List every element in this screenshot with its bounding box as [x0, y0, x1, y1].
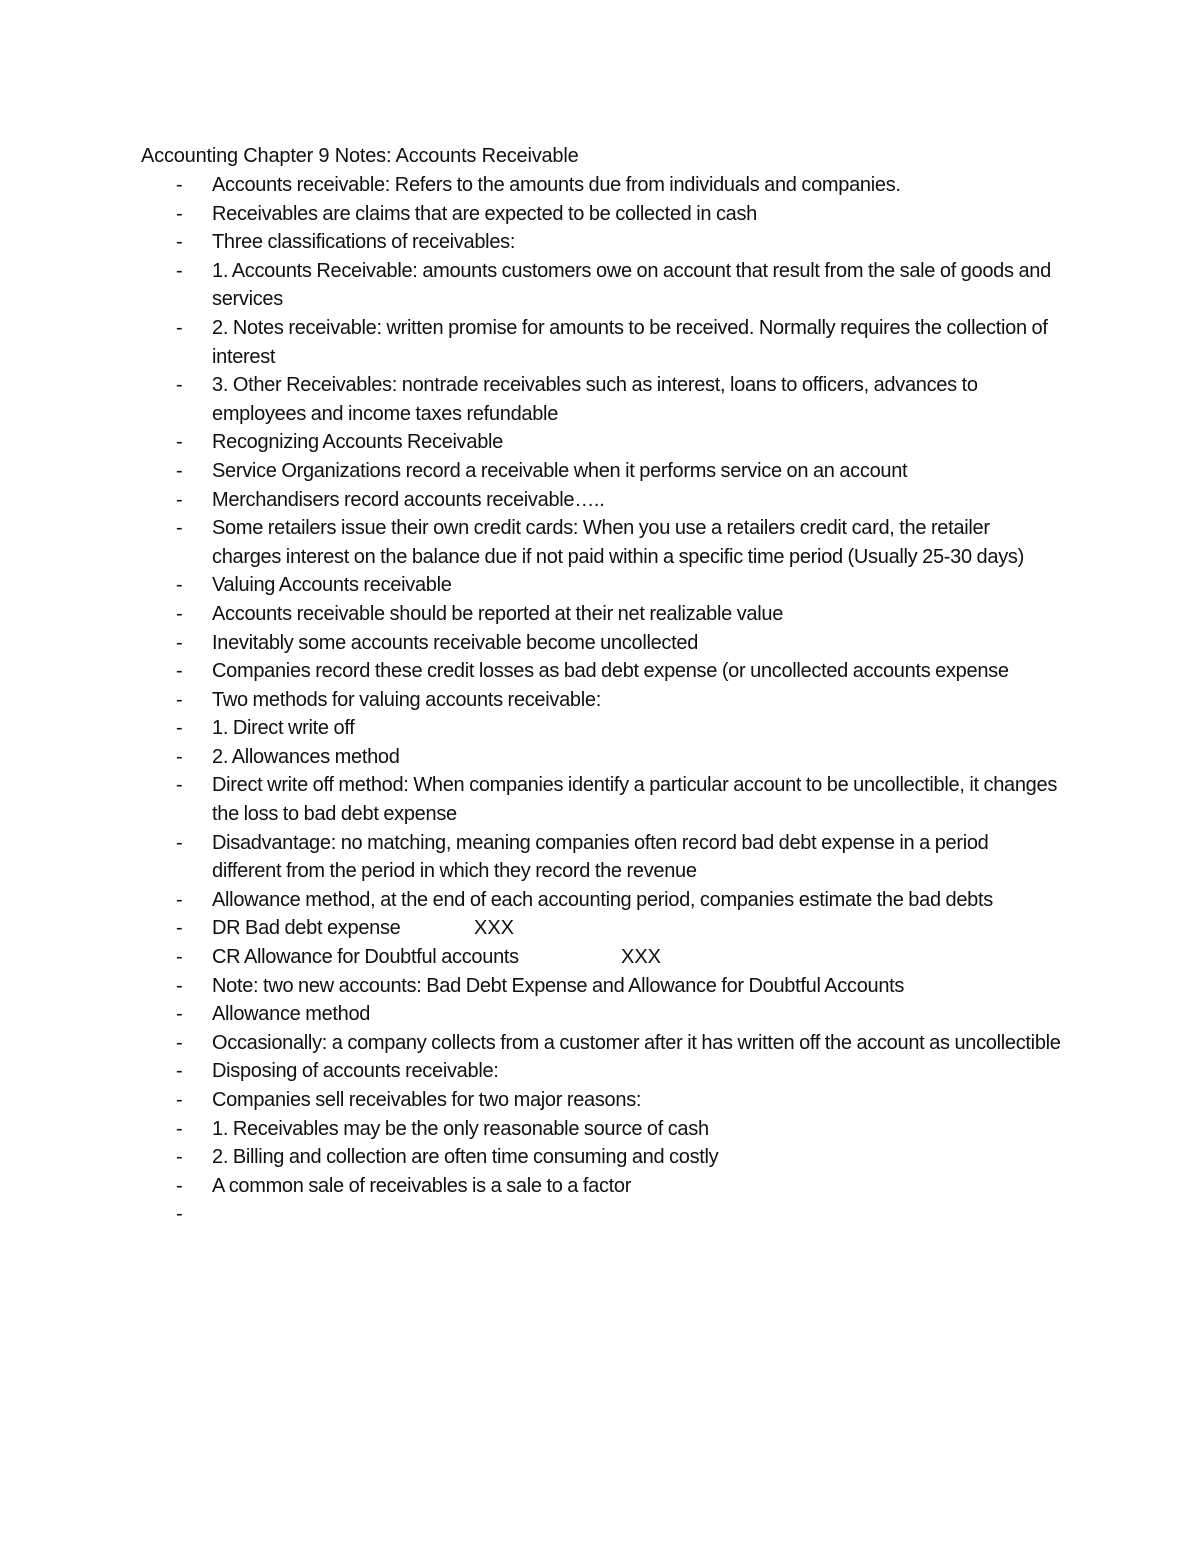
bullet-dash: -	[176, 917, 183, 940]
bullet-dash: -	[176, 774, 183, 797]
note-item	[0, 629, 1200, 658]
note-text: A common sale of receivables is a sale to a factor	[212, 1174, 632, 1197]
note-item	[0, 571, 1200, 600]
bullet-dash: -	[176, 1117, 183, 1140]
note-item	[0, 771, 1200, 828]
credit-amount: XXX	[621, 946, 662, 969]
note-item	[0, 1086, 1200, 1115]
bullet-dash: -	[176, 202, 183, 225]
note-text: Allowance method, at the end of each accounting period, companies estimate the bad debts	[212, 888, 993, 911]
bullet-dash: -	[176, 602, 183, 625]
note-item	[0, 886, 1200, 915]
note-text: Disposing of accounts receivable:	[212, 1060, 499, 1083]
debit-label: DR Bad debt expense	[212, 917, 401, 940]
bullet-dash: -	[176, 459, 183, 482]
bullet-dash: -	[176, 488, 183, 511]
note-text: Companies sell receivables for two major reasons:	[212, 1089, 642, 1111]
note-text: 2. Allowances method	[212, 745, 400, 768]
note-text: Allowance method	[212, 1003, 371, 1026]
note-text: Companies record these credit losses as bad debt expense (or uncollected accounts expense	[212, 660, 1009, 683]
bullet-dash: -	[176, 974, 183, 997]
journal-entry-debit	[0, 914, 1200, 943]
bullet-dash: -	[176, 231, 183, 254]
bullet-dash: -	[176, 374, 183, 397]
note-text: 2. Notes receivable: written promise for amounts to be received. Normally requires the collection of interest	[212, 316, 1048, 368]
bullet-dash: -	[176, 174, 183, 196]
bullet-dash: -	[176, 946, 183, 969]
note-text: Service Organizations record a receivable when it performs service on an account	[212, 459, 908, 482]
document-title: Accounting Chapter 9 Notes: Accounts Receivable	[141, 145, 579, 167]
note-item	[0, 1000, 1200, 1029]
bullet-dash: -	[176, 631, 183, 654]
note-item	[0, 829, 1200, 886]
notes-list	[0, 171, 1200, 1229]
bullet-dash: -	[176, 259, 183, 282]
note-item	[0, 428, 1200, 457]
note-item	[0, 371, 1200, 428]
bullet-dash: -	[176, 517, 183, 540]
note-text: Two methods for valuing accounts receivable:	[212, 688, 601, 711]
note-text: Some retailers issue their own credit cards: When you use a retailers credit card, the retailer charges interest on the balance due if not paid within a specific time period (Usually 25-30 days)	[212, 517, 1024, 568]
bullet-dash: -	[176, 831, 183, 854]
note-item	[0, 486, 1200, 515]
note-text: Valuing Accounts receivable	[212, 574, 452, 597]
bullet-dash: -	[176, 717, 183, 740]
note-text: Direct write off method: When companies identify a particular account to be uncollectible, it changes the loss to bad debt expense	[212, 774, 1058, 826]
note-text: Merchandisers record accounts receivable…..	[212, 488, 605, 511]
note-item	[0, 514, 1200, 571]
note-text: Three classifications of receivables:	[212, 231, 516, 254]
note-text	[212, 1200, 1062, 1229]
note-item	[0, 972, 1200, 1001]
note-item	[0, 457, 1200, 486]
bullet-dash: -	[176, 431, 183, 454]
note-text: 2. Billing and collection are often time consuming and costly	[212, 1146, 719, 1169]
bullet-dash: -	[176, 1031, 183, 1054]
credit-label: CR Allowance for Doubtful accounts	[212, 946, 519, 969]
bullet-dash: -	[176, 888, 183, 911]
bullet-dash: -	[176, 1203, 183, 1226]
bullet-dash: -	[176, 688, 183, 711]
note-text: 1. Receivables may be the only reasonable source of cash	[212, 1117, 709, 1140]
journal-entry-credit	[0, 943, 1200, 972]
note-text: Occasionally: a company collects from a customer after it has written off the account as uncollectible	[212, 1031, 1061, 1054]
note-text: Accounts receivable should be reported at their net realizable value	[212, 602, 784, 625]
bullet-dash: -	[176, 660, 183, 683]
debit-amount: XXX	[474, 917, 515, 940]
note-item	[0, 228, 1200, 257]
bullet-dash: -	[176, 316, 183, 339]
note-item	[0, 1029, 1200, 1058]
note-item	[0, 257, 1200, 314]
note-text: Note: two new accounts: Bad Debt Expense and Allowance for Doubtful Accounts	[212, 974, 905, 997]
note-text: 1. Accounts Receivable: amounts customers owe on account that result from the sale of goods and services	[212, 259, 1051, 311]
note-text: 1. Direct write off	[212, 717, 355, 740]
note-item	[0, 171, 1200, 200]
note-item	[0, 1143, 1200, 1172]
note-item	[0, 314, 1200, 371]
bullet-dash: -	[176, 745, 183, 768]
note-item	[0, 1172, 1200, 1201]
note-text: Disadvantage: no matching, meaning companies often record bad debt expense in a period different from the period in which they record the revenue	[212, 831, 989, 883]
note-text: Recognizing Accounts Receivable	[212, 431, 503, 454]
bullet-dash: -	[176, 1174, 183, 1197]
note-item	[0, 714, 1200, 743]
note-item	[0, 600, 1200, 629]
note-item	[0, 1115, 1200, 1144]
note-item	[0, 657, 1200, 686]
bullet-dash: -	[176, 1060, 183, 1083]
bullet-dash: -	[176, 1146, 183, 1169]
bullet-dash: -	[176, 574, 183, 597]
note-text: 3. Other Receivables: nontrade receivables such as interest, loans to officers, advances to employees and income taxes refundable	[212, 374, 978, 425]
empty-note-item	[0, 1200, 1200, 1229]
note-item	[0, 743, 1200, 772]
bullet-dash: -	[176, 1003, 183, 1026]
note-text: Accounts receivable: Refers to the amounts due from individuals and companies.	[212, 174, 901, 196]
bullet-dash: -	[176, 1089, 183, 1111]
note-item	[0, 200, 1200, 229]
note-item	[0, 686, 1200, 715]
note-text: Receivables are claims that are expected to be collected in cash	[212, 202, 757, 225]
note-text: Inevitably some accounts receivable become uncollected	[212, 631, 699, 654]
note-item	[0, 1057, 1200, 1086]
